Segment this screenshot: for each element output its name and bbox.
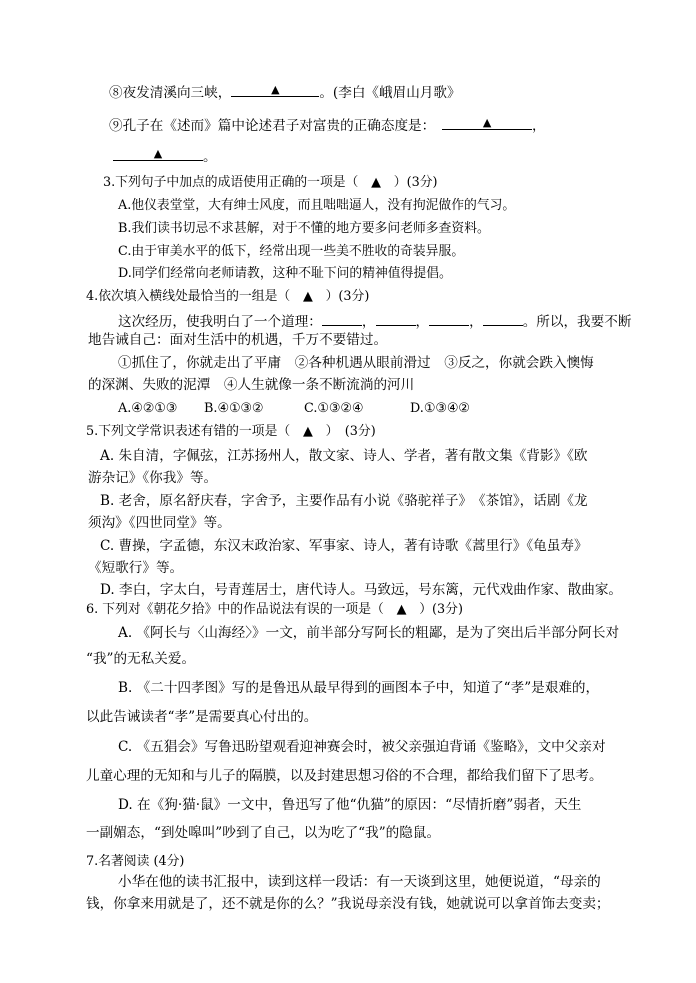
q5-b-line2: 须沟》《四世同堂》等。 [88,515,231,531]
q4-option-c: C.①③②④ [304,401,364,416]
q4-stem: 4.依次填入横线处最恰当的一组是（ ▲ ）(3分) [86,289,370,304]
answer-blank[interactable] [442,117,532,130]
q4-option-a: A.④②①③ [118,401,178,416]
q2-item9-prefix: ⑨孔子在《述而》篇中论述君子对富贵的正确态度是： [109,118,429,134]
q6-d-line2: 一副媚态，“到处嗥叫”吵到了自己，以为吃了“我”的隐鼠。 [86,825,441,841]
q4-option-d: D.①③④② [410,401,470,416]
q6-stem: 6. 下列对《朝花夕拾》中的作品说法有误的一项是（ ▲ ）(3分) [86,602,463,617]
q3-option-b: B.我们读书切忌不求甚解，对于不懂的地方要多问老师多查资料。 [118,221,490,236]
q5-c-line2: 《短歌行》等。 [88,560,184,576]
q4-choice-line1: ①抓住了，你就走出了平庸 ②各种机遇从眼前滑过 ③反之，你就会跌入懊悔 [118,355,594,371]
fill-blank-1[interactable] [322,314,362,326]
q3-option-a: A.他仪表堂堂，大有绅士风度，而且咄咄逼人，没有拘泥做作的气习。 [118,198,516,213]
q4-options [118,403,470,416]
q5-stem: 5.下列文学常识表述有错的一项是（ ▲ ） (3分) [86,424,376,439]
q2-item8 [109,84,461,101]
q2-item9-end: 。 [203,149,217,165]
q5-c-line1: C. 曹操，字孟德，东汉末政治家、军事家、诗人，著有诗歌《蒿里行》《龟虽寿》 [100,538,588,554]
comma: ， [415,314,430,330]
q5-a-line1: A. 朱自清，字佩弦，江苏扬州人，散文家、诗人、学者，著有散文集《背影》《欧 [100,448,588,464]
q4-passage-suffix: 。所以，我要不断 [522,314,632,330]
q4-passage-line2: 地告诫自己：面对生活中的机遇，千万不要错过。 [88,332,388,348]
comma: ， [469,314,483,330]
triangle-icon: ▲ [271,83,280,96]
q2-item9-comma: ， [532,118,546,134]
q6-c-line1: C. 《五猖会》写鲁迅盼望观看迎神赛会时，被父亲强迫背诵《鉴略》，文中父亲对 [118,739,606,755]
fill-blank-4[interactable] [483,314,523,326]
triangle-icon: ▲ [482,116,492,129]
q5-b-line1: B. 老舍，原名舒庆春，字舍予，主要作品有小说《骆驼祥子》 《茶馆》，话剧《龙 [100,493,588,509]
q6-c-line2: 儿童心理的无知和与儿子的隔膜，以及封建思想习俗的不合理，都给我们留下了思考。 [86,768,603,784]
triangle-icon: ▲ [153,147,163,160]
fill-blank-2[interactable] [376,314,416,326]
q2-item8-prefix: ⑧夜发清溪向三峡， [109,85,232,101]
q6-d-line1: D. 在《狗·猫·鼠》一文中，鲁迅写了他“仇猫”的原因：“尽情折磨”弱者，天生 [118,797,582,813]
q5-a-line2: 游杂记》《你我》等。 [88,470,218,486]
q3-option-d: D.同学们经常向老师请教，这种不耻下问的精神值得提倡。 [118,266,452,281]
comma: ， [361,314,376,330]
answer-blank[interactable] [113,148,203,161]
q6-b-line2: 以此告诫读者“孝”是需要真心付出的。 [86,709,318,725]
q5-d-line1: D. 李白，字太白，号青莲居士，唐代诗人。马致远，号东篱，元代戏曲作家、散曲家。 [100,582,623,598]
q6-a-line1: A. 《阿长与〈山海经〉》一文，前半部分写阿长的粗鄙，是为了突出后半部分阿长对 [118,625,620,641]
q4-choice-line2: 的深渊、失败的泥潭 ④人生就像一条不断流淌的河川 [88,377,415,393]
q2-item9-cont [113,148,217,165]
q6-b-line1: B. 《二十四孝图》写的是鲁迅从最早得到的画图本子中，知道了“孝”是艰难的， [118,680,600,696]
q3-stem: 3.下列句子中加点的成语使用正确的一项是（ ▲ ）(3分) [103,175,438,190]
q7-paragraph-line2: 钱，你拿来用就是了，还不就是你的么？”我说母亲没有钱，她就说可以拿首饰去变卖； [86,896,610,912]
q6-a-line2: “我”的无私关爱。 [86,651,196,667]
q4-option-b: B.④①③② [204,401,264,416]
q2-item9 [109,117,546,134]
q4-passage-line1 [118,314,631,330]
q7-paragraph-line1: 小华在他的读书汇报中，读到这样一段话：有一天谈到这里，她便说道，“母亲的 [118,874,601,890]
q4-passage-prefix: 这次经历，使我明白了一个道理： [118,314,322,330]
q2-item8-suffix: 。(李白《峨眉山月歌》 [319,85,461,101]
answer-blank[interactable] [231,84,319,97]
fill-blank-3[interactable] [429,314,469,326]
q7-stem: 7.名著阅读 (4分) [86,854,185,869]
q3-option-c: C.由于审美水平的低下，经常出现一些美不胜收的奇装异服。 [118,244,465,259]
